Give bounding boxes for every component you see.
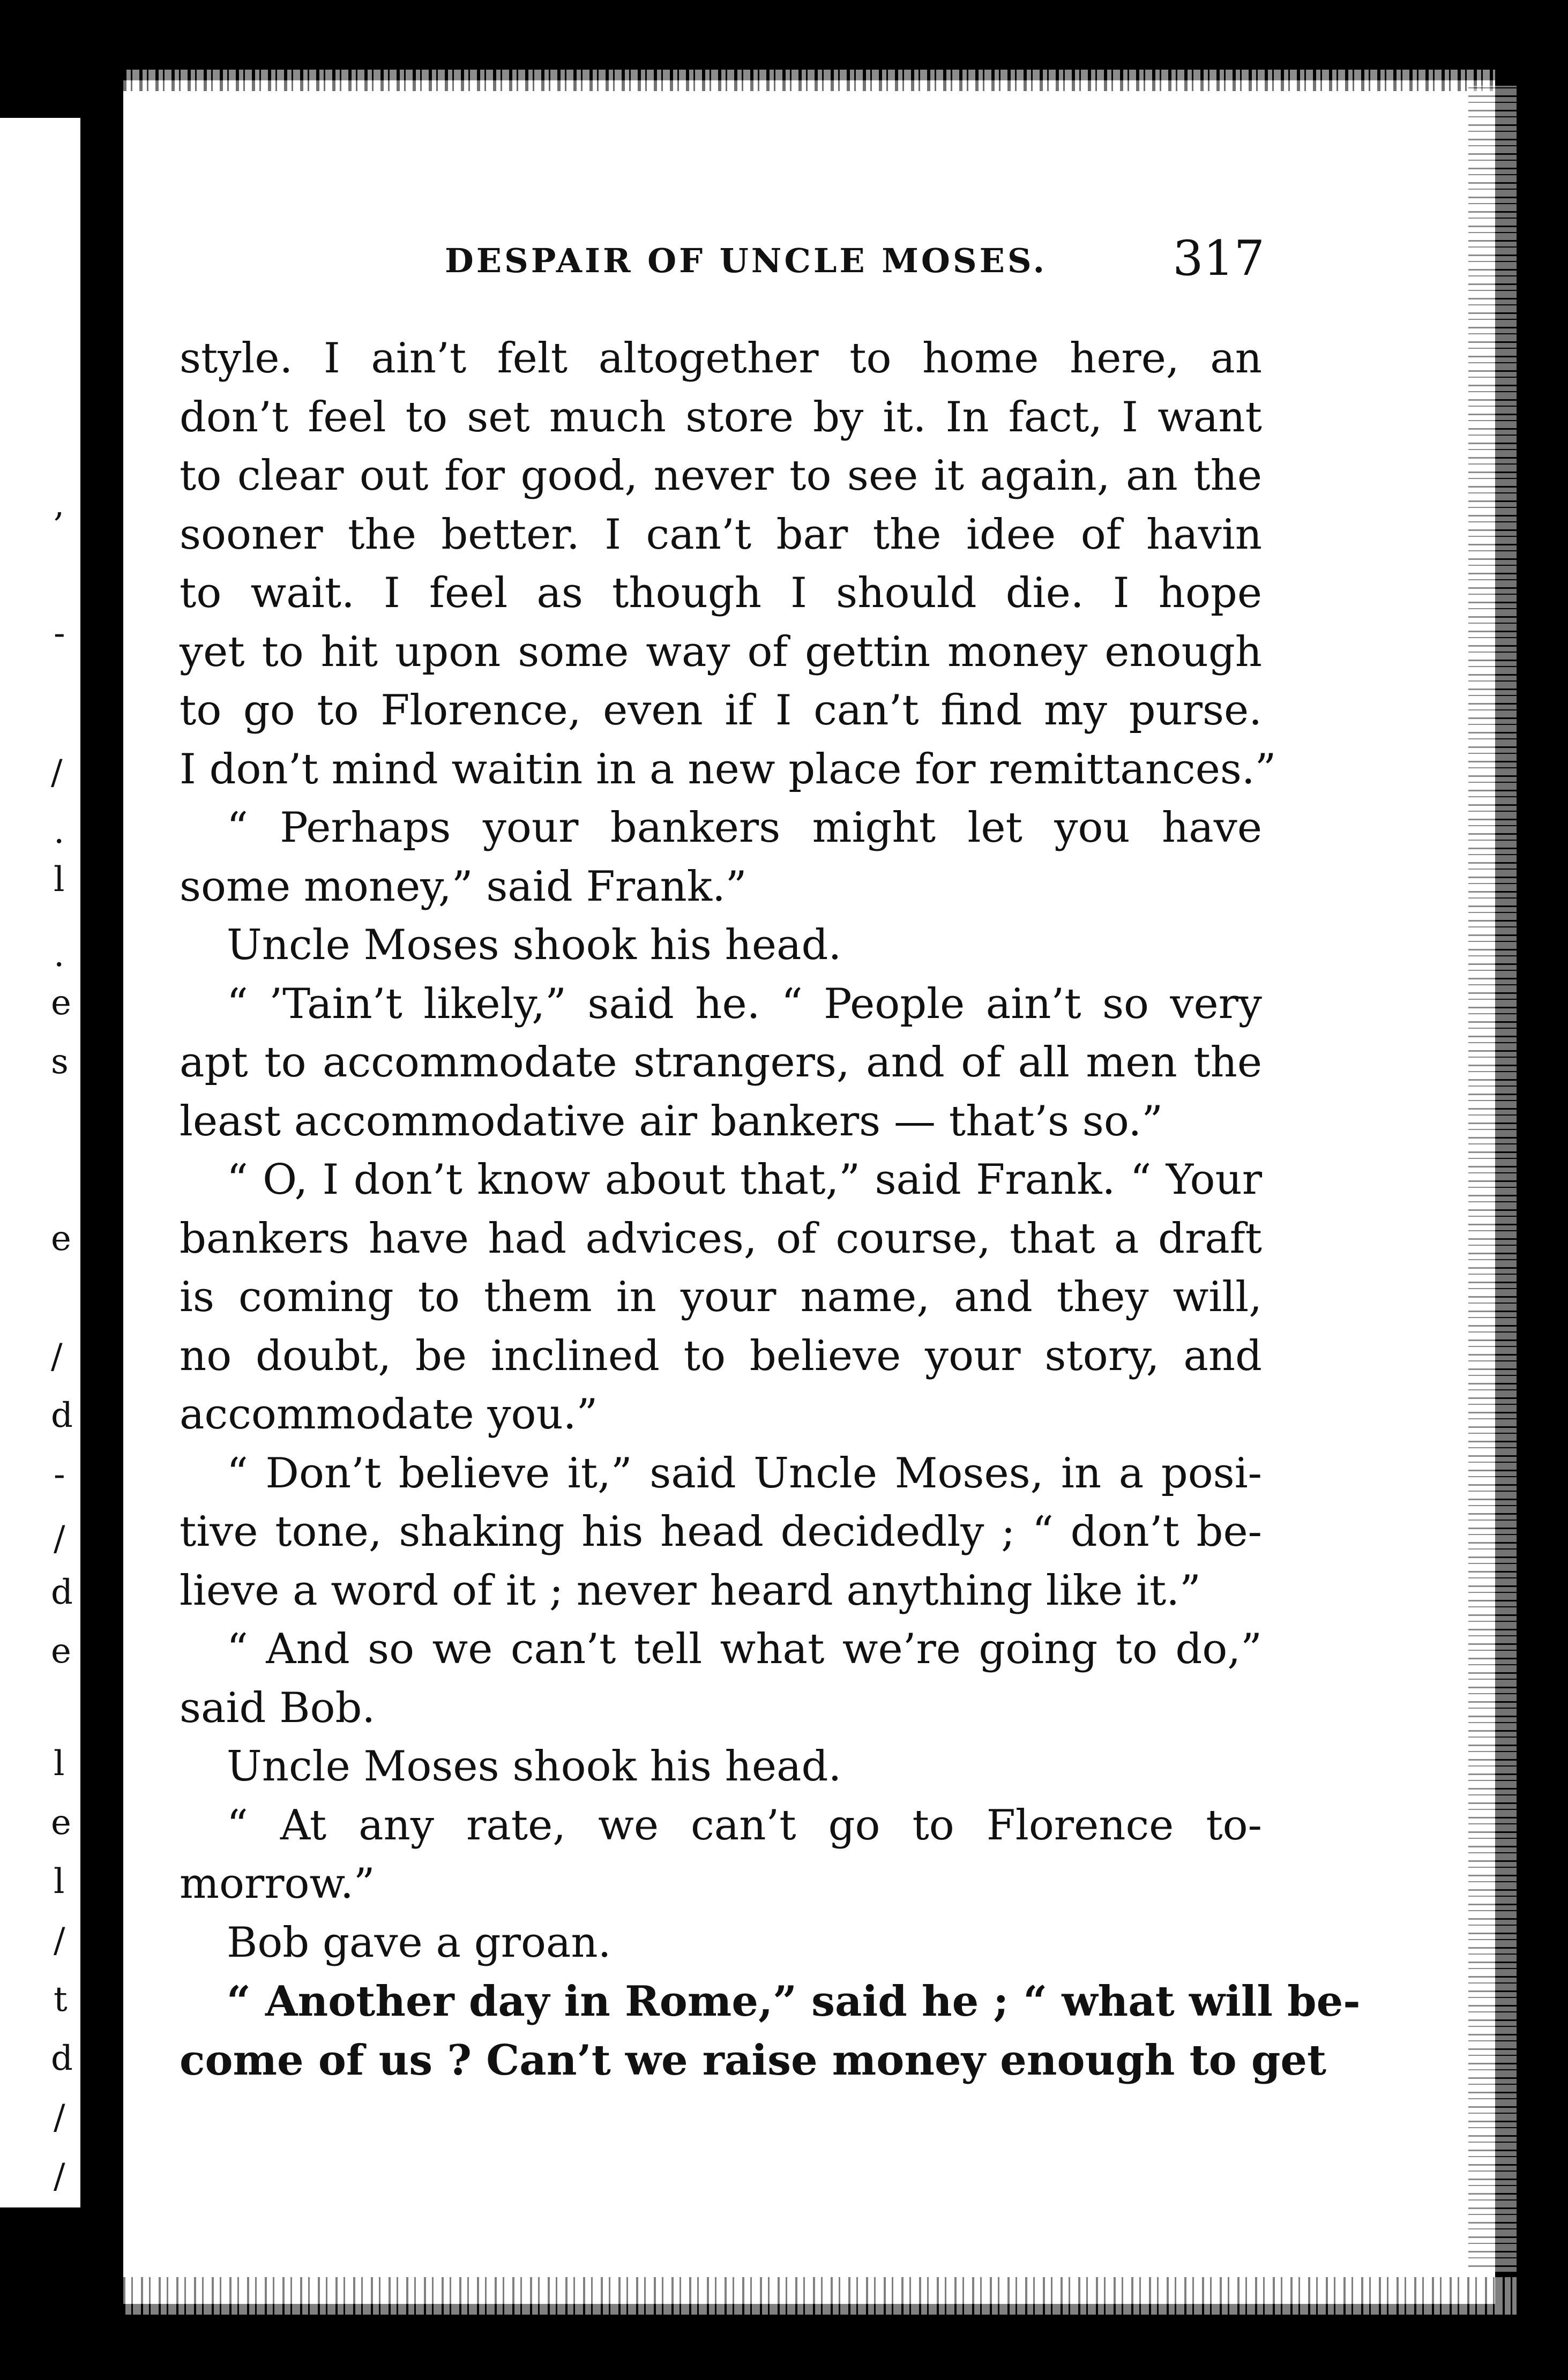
facing-page-fragment: . bbox=[54, 812, 65, 851]
text-line: is coming to them in your name, and they will, bbox=[180, 1273, 1262, 1321]
text-line: lieve a word of it ; never heard anything like it.” bbox=[180, 1566, 1201, 1615]
facing-page-fragment: - bbox=[54, 613, 65, 653]
page-right-edge bbox=[1468, 86, 1517, 2272]
text-line: “ ’Tain’t likely,” said he. “ People ain’t so very bbox=[227, 979, 1262, 1028]
text-line: tive tone, shaking his head decidedly ; “ don’t be- bbox=[180, 1508, 1262, 1556]
text-line: Bob gave a groan. bbox=[227, 1918, 611, 1967]
running-title: DESPAIR OF UNCLE MOSES. bbox=[445, 241, 1048, 280]
text-line: said Bob. bbox=[180, 1683, 376, 1732]
facing-page-fragment: / bbox=[54, 2157, 65, 2196]
facing-page-fragment: l bbox=[54, 1862, 65, 1902]
page-number: 317 bbox=[1173, 230, 1265, 287]
facing-page-fragment: d bbox=[51, 2039, 73, 2078]
facing-page-edge bbox=[0, 118, 80, 2207]
facing-page-fragment: s bbox=[51, 1042, 69, 1082]
text-line: come of us ? Can’t we raise money enough to get bbox=[180, 2035, 1327, 2085]
text-line: “ Another day in Rome,” said he ; “ what will be- bbox=[227, 1977, 1361, 2026]
facing-page-fragment: . bbox=[54, 935, 65, 975]
page-top-edge bbox=[123, 70, 1495, 91]
text-line: least accommodative air bankers — that’s so.” bbox=[180, 1097, 1163, 1146]
facing-page-fragment: / bbox=[54, 1519, 65, 1559]
text-line: yet to hit upon some way of gettin money enough bbox=[180, 627, 1262, 676]
text-line: no doubt, be inclined to believe your story, and bbox=[180, 1331, 1262, 1380]
facing-page-fragment: d bbox=[51, 1396, 73, 1435]
text-line: “ Perhaps your bankers might let you have bbox=[227, 804, 1262, 852]
text-line: “ At any rate, we can’t go to Florence to- bbox=[227, 1801, 1262, 1850]
page-header bbox=[177, 230, 1265, 300]
facing-page-fragment: e bbox=[51, 983, 71, 1023]
text-line: Uncle Moses shook his head. bbox=[227, 921, 842, 969]
facing-page-fragment: / bbox=[54, 2098, 65, 2137]
text-line: to wait. I feel as though I should die. I hope bbox=[180, 569, 1262, 617]
facing-page-fragment: d bbox=[51, 1573, 73, 1612]
facing-page-fragment: / bbox=[51, 1337, 63, 1376]
book-gutter bbox=[80, 107, 123, 2250]
facing-page-fragment: - bbox=[54, 1455, 65, 1494]
facing-page-fragment: / bbox=[54, 1921, 65, 1960]
text-line: bankers have had advices, of course, that a draft bbox=[180, 1214, 1262, 1263]
text-line: apt to accommodate strangers, and of all men the bbox=[180, 1038, 1262, 1087]
text-line: “ And so we can’t tell what we’re going to do,” bbox=[227, 1625, 1262, 1673]
text-line: style. I ain’t felt altogether to home here, an bbox=[180, 334, 1262, 383]
text-line: some money,” said Frank.” bbox=[180, 862, 747, 911]
body-text bbox=[180, 330, 1361, 2090]
facing-page-fragment: e bbox=[51, 1803, 71, 1843]
text-line: don’t feel to set much store by it. In fact, I want bbox=[180, 393, 1262, 441]
facing-page-fragment: t bbox=[54, 1980, 68, 2019]
facing-page-fragment: e bbox=[51, 1631, 71, 1671]
facing-page-fragment: , bbox=[54, 485, 65, 525]
facing-page-fragment: e bbox=[51, 1219, 71, 1259]
text-line: to clear out for good, never to see it again, an the bbox=[180, 452, 1262, 500]
text-line: I don’t mind waitin in a new place for remittances.” bbox=[180, 745, 1276, 794]
text-line: “ Don’t believe it,” said Uncle Moses, in a posi- bbox=[227, 1449, 1262, 1498]
facing-page-fragment: l bbox=[54, 1744, 65, 1784]
text-line: morrow.” bbox=[180, 1860, 375, 1908]
text-line: “ O, I don’t know about that,” said Frank. “ Your bbox=[227, 1156, 1262, 1204]
text-line: Uncle Moses shook his head. bbox=[227, 1742, 842, 1791]
text-line: to go to Florence, even if I can’t find my purse. bbox=[180, 686, 1262, 735]
facing-page-fragment: / bbox=[51, 753, 63, 792]
text-line: accommodate you.” bbox=[180, 1390, 598, 1439]
facing-page-fragment: l bbox=[54, 860, 65, 900]
page-bottom-edge bbox=[123, 2277, 1517, 2315]
text-line: sooner the better. I can’t bar the idee of havin bbox=[180, 510, 1262, 559]
